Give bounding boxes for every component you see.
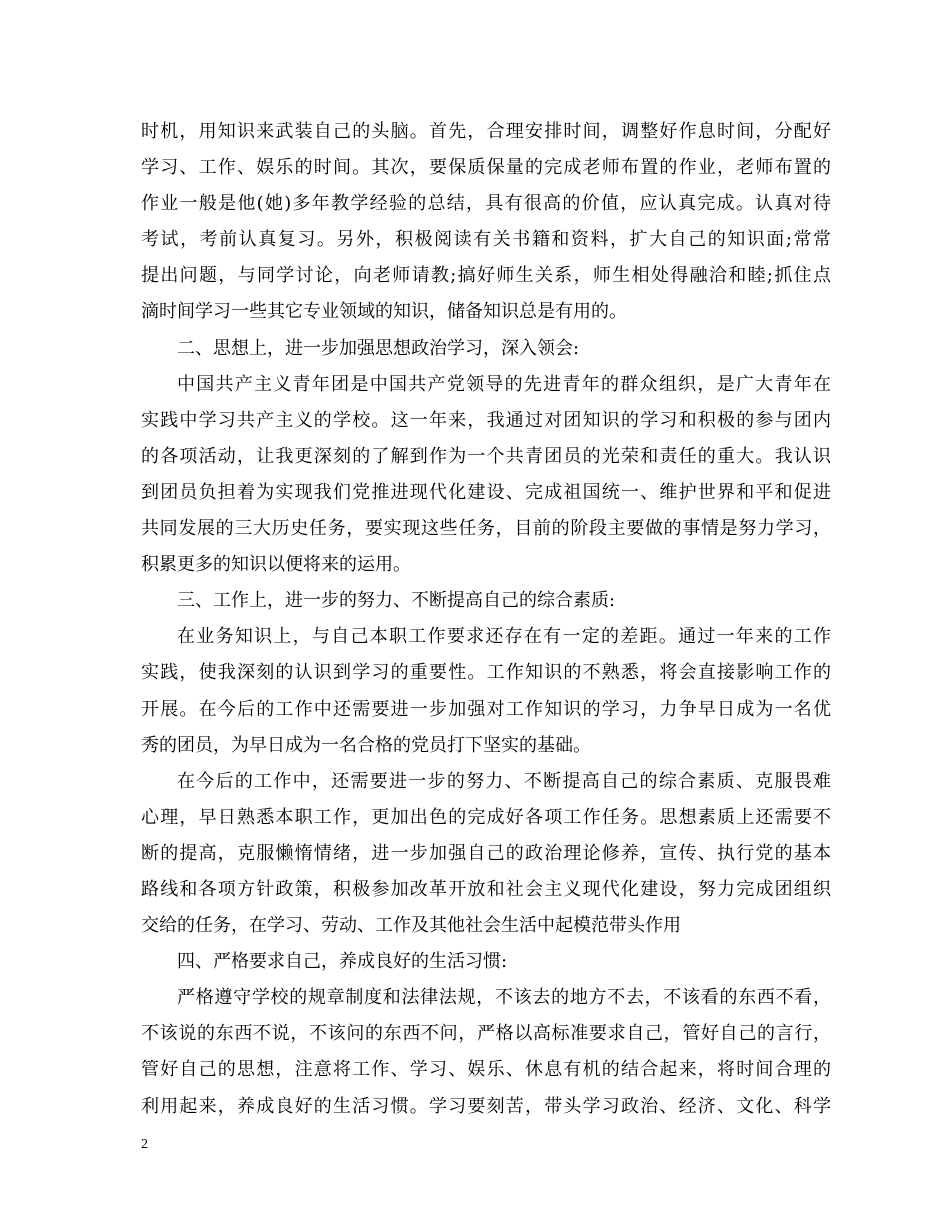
- text-line: 在业务知识上，与自己本职工作要求还存在有一定的差距。通过一年来的工作: [177, 626, 831, 648]
- text-line: 积累更多的知识以便将来的运用。: [141, 554, 411, 576]
- text-line: 实践，使我深刻的认识到学习的重要性。工作知识的不熟悉，将会直接影响工作的: [141, 662, 831, 684]
- text-line: 考试，考前认真复习。另外，积极阅读有关书籍和资料，扩大自己的知识面;常常: [141, 229, 831, 251]
- text-line: 的各项活动，让我更深刻的了解到作为一个共青团员的光荣和责任的重大。我认识: [141, 445, 831, 467]
- page-number: 2: [141, 1137, 148, 1152]
- text-line: 在今后的工作中，还需要进一步的努力、不断提高自己的综合素质、克服畏难: [177, 770, 831, 792]
- section-heading: 二、思想上，进一步加强思想政治学习，深入领会:: [177, 337, 580, 359]
- text-line: 严格遵守学校的规章制度和法律法规，不该去的地方不去，不该看的东西不看，: [177, 987, 831, 1009]
- text-line: 交给的任务，在学习、劳动、工作及其他社会生活中起模范带头作用: [141, 915, 681, 937]
- text-line: 作业一般是他(她)多年教学经验的总结，具有很高的价值，应认真完成。认真对待: [141, 193, 831, 215]
- document-body: [141, 114, 831, 1125]
- text-line: 滴时间学习一些其它专业领域的知识，储备知识总是有用的。: [141, 301, 627, 323]
- section-heading: 三、工作上，进一步的努力、不断提高自己的综合素质:: [177, 590, 616, 612]
- text-line: 路线和各项方针政策，积极参加改革开放和社会主义现代化建设，努力完成团组织: [141, 878, 831, 900]
- text-line: 管好自己的思想，注意将工作、学习、娱乐、休息有机的结合起来，将时间合理的: [141, 1059, 831, 1081]
- text-line: 开展。在今后的工作中还需要进一步加强对工作知识的学习，力争早日成为一名优: [141, 698, 831, 720]
- text-line: 学习、工作、娱乐的时间。其次，要保质保量的完成老师布置的作业，老师布置的: [141, 157, 831, 179]
- text-line: 心理，早日熟悉本职工作，更加出色的完成好各项工作任务。思想素质上还需要不: [141, 806, 831, 828]
- text-line: 中国共产主义青年团是中国共产党领导的先进青年的群众组织，是广大青年在: [177, 373, 831, 395]
- section-heading: 四、严格要求自己，养成良好的生活习惯:: [177, 951, 508, 973]
- text-line: 共同发展的三大历史任务，要实现这些任务，目前的阶段主要做的事情是努力学习，: [141, 518, 831, 540]
- text-line: 到团员负担着为实现我们党推进现代化建设、完成祖国统一、维护世界和平和促进: [141, 481, 831, 503]
- text-line: 利用起来，养成良好的生活习惯。学习要刻苦，带头学习政治、经济、文化、科学: [141, 1095, 831, 1117]
- text-line: 断的提高，克服懒惰情绪，进一步加强自己的政治理论修养，宣传、执行党的基本: [141, 842, 831, 864]
- text-line: 时机，用知识来武装自己的头脑。首先，合理安排时间，调整好作息时间，分配好: [141, 121, 831, 142]
- text-line: 实践中学习共产主义的学校。这一年来，我通过对团知识的学习和积极的参与团内: [141, 409, 831, 431]
- text-line: 不该说的东西不说，不该问的东西不问，严格以高标准要求自己，管好自己的言行，: [141, 1023, 831, 1045]
- text-line: 秀的团员，为早日成为一名合格的党员打下坚实的基础。: [141, 734, 591, 756]
- text-line: 提出问题，与同学讨论，向老师请教;搞好师生关系，师生相处得融洽和睦;抓住点: [141, 265, 831, 287]
